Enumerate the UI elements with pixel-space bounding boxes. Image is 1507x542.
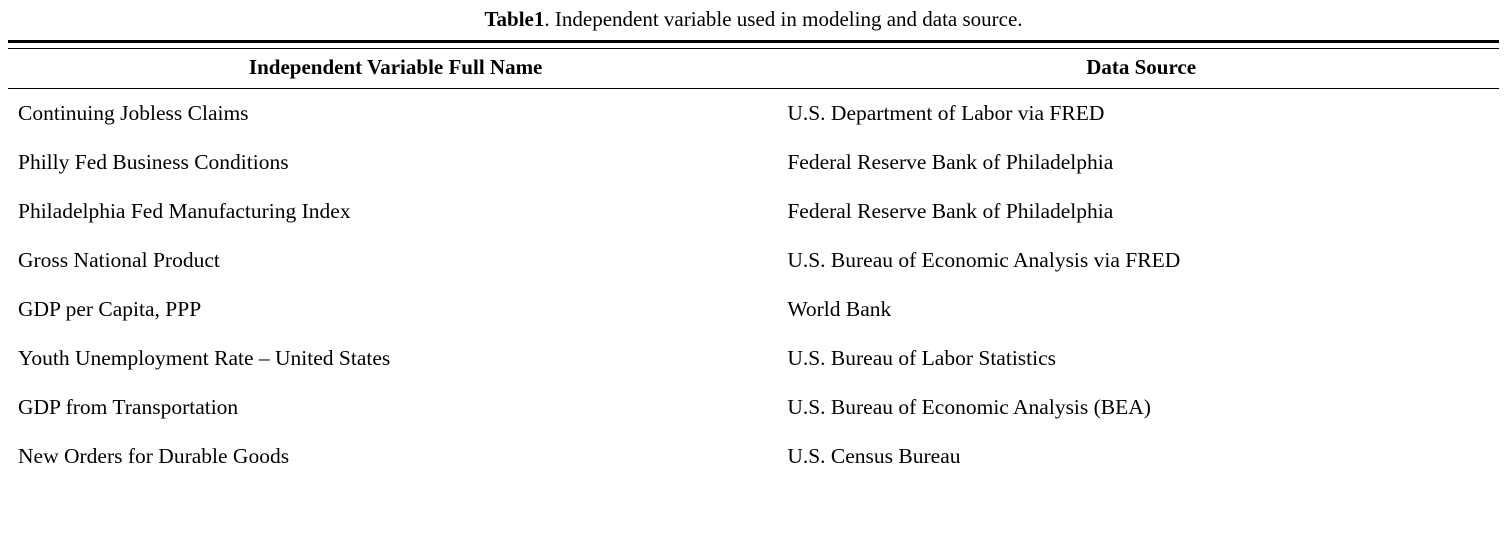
cell-data-source: U.S. Bureau of Economic Analysis via FRED: [787, 248, 1181, 272]
table-header-row: [8, 49, 1499, 89]
independent-variable-table: [8, 40, 1499, 481]
cell-data-source: U.S. Department of Labor via FRED: [787, 101, 1105, 125]
cell-variable-name: Gross National Product: [18, 248, 220, 272]
table-container: [0, 40, 1507, 481]
table-row: [8, 236, 1499, 285]
cell-variable-name: Youth Unemployment Rate – United States: [18, 346, 391, 370]
table-row: [8, 285, 1499, 334]
cell-data-source: World Bank: [787, 297, 892, 321]
cell-data-source: Federal Reserve Bank of Philadelphia: [787, 199, 1114, 223]
table-row: [8, 89, 1499, 139]
cell-variable-name: Philadelphia Fed Manufacturing Index: [18, 199, 351, 223]
cell-data-source: Federal Reserve Bank of Philadelphia: [787, 150, 1114, 174]
header-independent-variable: Independent Variable Full Name: [8, 49, 783, 89]
table-top-rule: [8, 42, 1499, 49]
table-caption-text: . Independent variable used in modeling and data source.: [544, 7, 1023, 31]
top-rule-cell: [8, 42, 1499, 49]
cell-data-source: U.S. Census Bureau: [787, 444, 961, 468]
cell-data-source: U.S. Bureau of Economic Analysis (BEA): [787, 395, 1151, 419]
table-row: [8, 334, 1499, 383]
cell-variable-name: New Orders for Durable Goods: [18, 444, 290, 468]
header-data-source: Data Source: [783, 49, 1499, 89]
table-header: [8, 42, 1499, 89]
table-row: [8, 432, 1499, 481]
cell-variable-name: Philly Fed Business Conditions: [18, 150, 289, 174]
table-row: [8, 138, 1499, 187]
cell-variable-name: Continuing Jobless Claims: [18, 101, 249, 125]
table-row: [8, 383, 1499, 432]
cell-variable-name: GDP per Capita, PPP: [18, 297, 202, 321]
table-row: [8, 187, 1499, 236]
table-caption: [0, 0, 1507, 40]
table-body: [8, 89, 1499, 482]
table-caption-label: Table1: [484, 7, 545, 31]
cell-variable-name: GDP from Transportation: [18, 395, 239, 419]
cell-data-source: U.S. Bureau of Labor Statistics: [787, 346, 1057, 370]
